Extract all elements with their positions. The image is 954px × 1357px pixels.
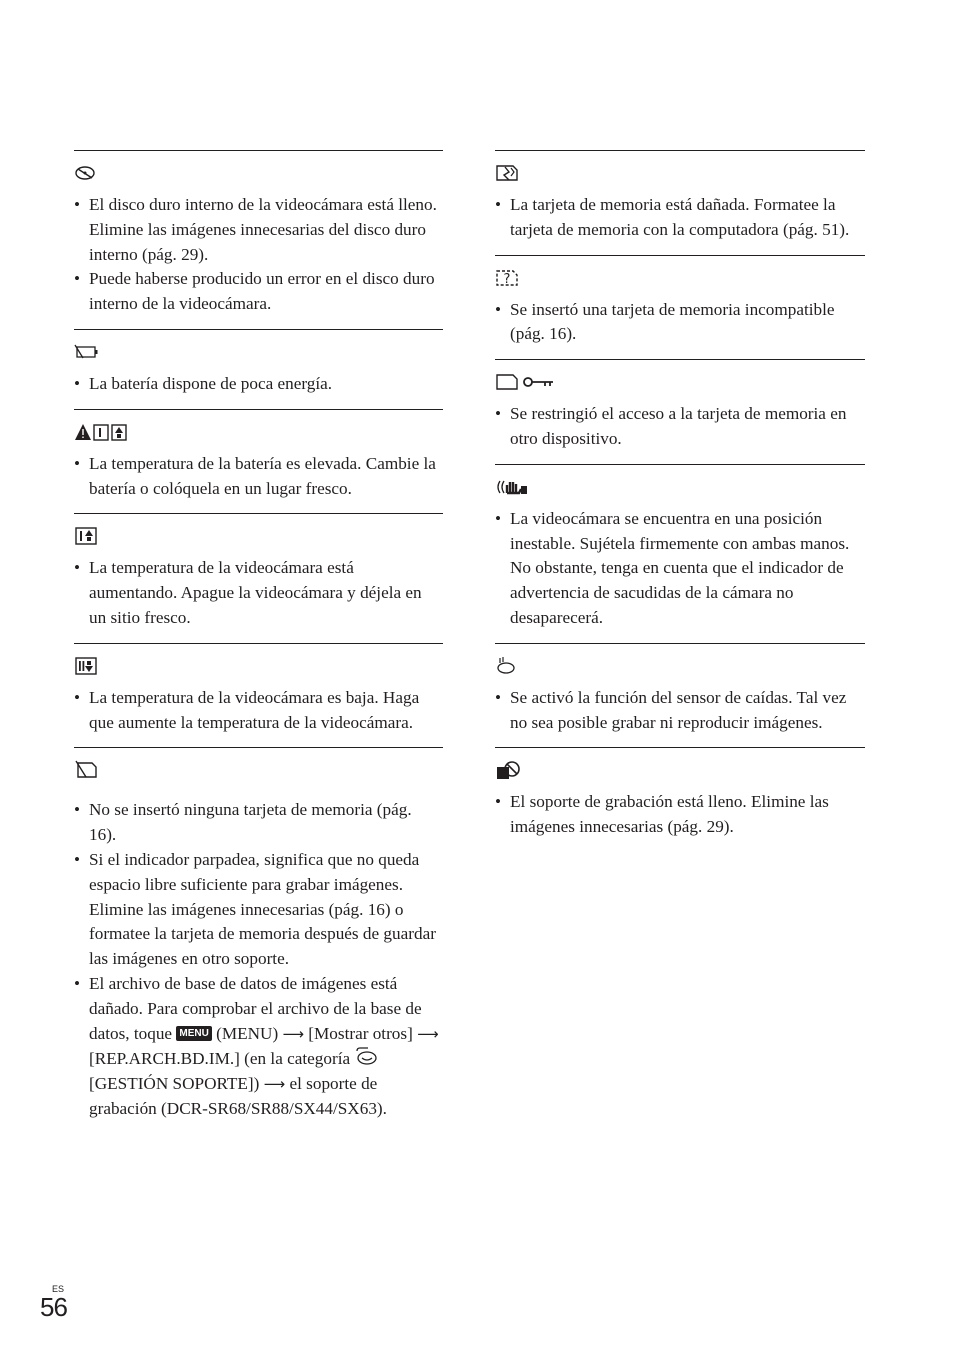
left-column [74,150,443,1134]
arrow-icon: ⟶ [282,1024,304,1043]
section-memory-card-damaged [495,150,865,255]
camera-temp-low-icon [74,656,100,676]
list-item: • El archivo de base de datos de imágenes está dañado. Para comprobar el archivo de la base de datos, toque MENU (MENU) ⟶ [Mostrar otros] ⟶ [REP.ARCH.BD.IM.] (en la categoría [GESTIÓN SOPORTE]) ⟶ el soporte de grabación (DCR-SR68/SR88/SX44/SX63). [74,972,443,1122]
camera-shake-icon [495,477,529,497]
section-camera-temp-high [74,513,443,642]
drop-sensor-icon [495,656,517,676]
list-item: • La videocámara se encuentra en una posición inestable. Sujétela firmemente con ambas manos. No obstante, tenga en cuenta que el indicador de advertencia de sacudidas de la cámara no desaparecerá. [495,507,865,631]
section-battery-temp [74,409,443,514]
battery-low-icon [74,344,100,360]
page-language-label: ES [52,1284,65,1294]
list-item: • La temperatura de la videocámara es baja. Haga que aumente la temperatura de la videocámara. [74,686,443,736]
memory-card-incompatible-icon [495,268,521,288]
page-number: 56 [40,1292,67,1322]
arrow-icon: ⟶ [417,1024,439,1043]
list-item: • El disco duro interno de la videocámara está lleno. Elimine las imágenes innecesarias del disco duro interno (pág. 29). [74,193,443,267]
memory-card-locked-icon [495,372,557,392]
section-no-memory-card [74,747,443,1133]
media-management-icon [354,1046,380,1066]
hdd-full-icon [74,164,96,182]
section-memory-card-incompatible [495,255,865,360]
list-item: • Se restringió el acceso a la tarjeta de memoria en otro dispositivo. [495,402,865,452]
svg-text:?: ? [503,271,511,287]
no-memory-card-icon [74,760,100,780]
list-item: • Puede haberse producido un error en el disco duro interno de la videocámara. [74,267,443,317]
list-item: • La batería dispone de poca energía. [74,372,443,397]
section-drop-sensor [495,643,865,748]
section-camera-shake [495,464,865,643]
menu-button-icon: MENU [176,1026,211,1041]
list-item: • Se insertó una tarjeta de memoria incompatible (pág. 16). [495,298,865,348]
list-item: • La temperatura de la batería es elevada. Cambie la batería o colóquela en un lugar fresco. [74,452,443,502]
list-item: • No se insertó ninguna tarjeta de memoria (pág. 16). [74,798,443,848]
list-item: • La temperatura de la videocámara está aumentando. Apague la videocámara y déjela en un sitio fresco. [74,556,443,630]
section-camera-temp-low [74,643,443,748]
camera-temp-high-icon [74,526,100,546]
section-battery-low [74,329,443,409]
list-item: • Se activó la función del sensor de caídas. Tal vez no sea posible grabar ni reproducir imágenes. [495,686,865,736]
battery-temp-warning-icon [74,422,130,442]
list-item: • El soporte de grabación está lleno. Elimine las imágenes innecesarias (pág. 29). [495,790,865,840]
section-memory-card-locked [495,359,865,464]
arrow-icon: ⟶ [263,1075,286,1094]
memory-card-damaged-icon [495,163,521,183]
list-item: • Si el indicador parpadea, significa que no queda espacio libre suficiente para grabar imágenes. Elimine las imágenes innecesarias (pág. 16) o formatee la tarjeta de memoria después de guardar las imágenes en otro soporte. [74,848,443,972]
section-hdd-full [74,150,443,329]
section-media-full [495,747,865,852]
right-column [495,150,865,852]
list-item: • La tarjeta de memoria está dañada. Formatee la tarjeta de memoria con la computadora (pág. 51). [495,193,865,243]
media-full-icon [495,759,521,781]
